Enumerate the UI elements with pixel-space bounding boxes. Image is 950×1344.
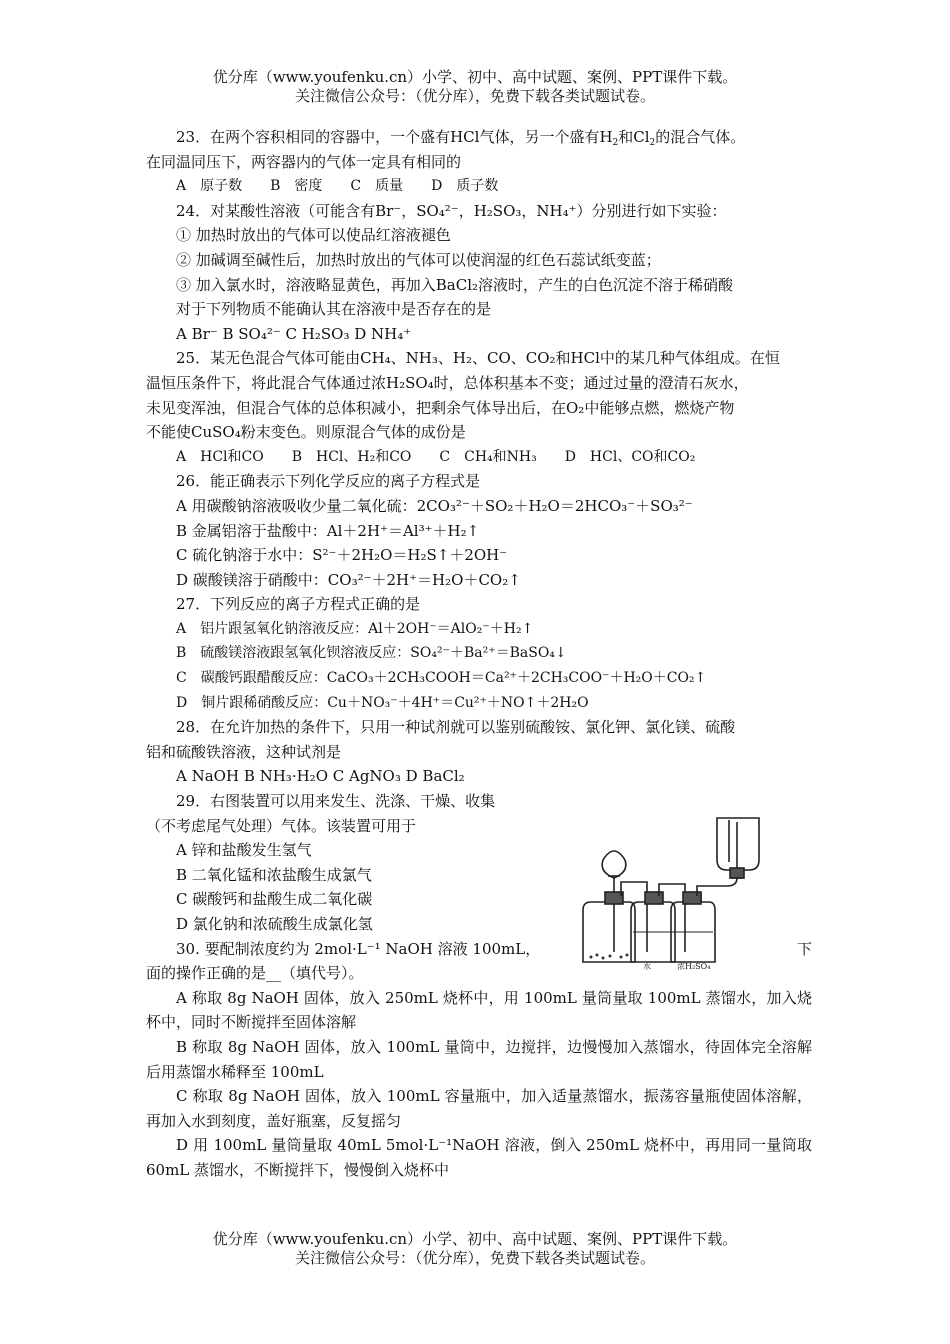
q29-line-2: （不考虑尾气处理）气体。该装置可用于 [146,816,417,835]
q28-line-1: 28．在允许加热的条件下，只用一种试剂就可以鉴别硫酸铵、氯化钾、氯化镁、硫酸 [176,718,736,737]
q24-exp-1: ① 加热时放出的气体可以使品红溶液褪色 [176,226,451,245]
fig-label-water: 水 [643,962,651,970]
q29-option-d: D 氯化钠和浓硫酸生成氯化氢 [176,915,373,933]
q30-line-1: 30. 要配制浓度约为 2mol·L⁻¹ NaOH 溶液 100mL， 下 [146,937,812,962]
q26-option-b: B 金属铝溶于盐酸中：Al＋2H⁺＝Al³⁺＋H₂↑ [176,521,480,540]
q23-stem: 23．在两个容积相同的容器中，一个盛有HCl气体，另一个盛有$H_2$和$Cl_2$的混合气体。 [176,128,746,148]
q30-option-b: B 称取 8g NaOH 固体，放入 100mL 量筒中，边搅拌，边慢慢加入蒸馏水，待固体完全溶解后用蒸馏水稀释至 100mL [146,1037,812,1081]
q25-line-2: 温恒压条件下，将此混合气体通过浓H₂SO₄时，总体积基本不变；通过过量的澄清石灰水， [146,373,749,392]
q26-option-c: C 硫化钠溶于水中：S²⁻＋2H₂O＝H₂S↑＋2OH⁻ [176,546,508,565]
page-header [0,68,950,106]
footer-line-1: 优分库（www.youfenku.cn）小学、初中、高中试题、案例、PPT课件下载。 [212,1230,738,1248]
q30-option-c: C 称取 8g NaOH 固体，放入 100mL 容量瓶中，加入适量蒸馏水，振荡容量瓶使固体溶解，再加入水到刻度，盖好瓶塞，反复摇匀 [146,1087,812,1130]
q25-line-4: 不能使CuSO₄粉末变色。则原混合气体的成份是 [146,423,466,442]
q27-option-b: B 硫酸镁溶液跟氢氧化钡溶液反应：SO₄²⁻＋Ba²⁺＝BaSO₄↓ [176,645,567,662]
q30-option-d: D 用 100mL 量筒量取 40mL 5mol·L⁻¹NaOH 溶液，倒入 250mL 烧杯中，再用同一量筒取 60mL 蒸馏水，不断搅拌下，慢慢倒入烧杯中 [146,1136,812,1179]
q26-stem: 26．能正确表示下列化学反应的离子方程式是 [176,472,481,491]
q26-option-a: A 用碳酸钠溶液吸收少量二氧化硫：2CO₃²⁻＋SO₂＋H₂O＝2HCO₃⁻＋SO₃²⁻ [176,496,693,515]
header-line-2: 关注微信公众号：（优分库），免费下载各类试题试卷。 [294,87,655,105]
footer-line-2: 关注微信公众号：（优分库），免费下载各类试题试卷。 [294,1249,655,1267]
q29-option-c: C 碳酸钙和盐酸生成二氧化碳 [176,890,373,909]
q30-line-2: 面的操作正确的是__（填代号）。 [146,964,364,983]
q23-stem-2: 在同温同压下，两容器内的气体一定具有相同的 [146,152,462,171]
q24-options: A Br⁻ B SO₄²⁻ C H₂SO₃ D NH₄⁺ [176,324,412,343]
q23-options: A 原子数 B 密度 C 质量 D 质子数 [176,178,499,195]
q27-option-c: C 碳酸钙跟醋酸反应：CaCO₃＋2CH₃COOH＝Ca²⁺＋2CH₃COO⁻＋H₂O＋CO₂↑ [176,670,707,687]
separatory-funnel [602,851,626,878]
q30-line-1-tail: 下 [796,939,812,958]
gas-apparatus-diagram [577,812,782,970]
q25-line-1: 25．某无色混合气体可能由CH₄、NH₃、H₂、CO、CO₂和HCl中的某几种气体组成。在恒 [176,349,780,368]
header-line-1: 优分库（www.youfenku.cn）小学、初中、高中试题、案例、PPT课件下载。 [212,68,738,86]
q24-exp-3: ③ 加入氯水时，溶液略显黄色，再加入BaCl₂溶液时，产生的白色沉淀不溶于稀硝酸 [176,275,734,294]
fig-label-acid: 浓H₂SO₄ [677,962,711,970]
q29-option-b: B 二氧化锰和浓盐酸生成氯气 [176,865,372,884]
q27-option-d: D 铜片跟稀硝酸反应：Cu＋NO₃⁻＋4H⁺＝Cu²⁺＋NO↑＋2H₂O [176,694,589,711]
q25-options: A HCl和CO B HCl、H₂和CO C CH₄和NH₃ D HCl、CO和CO₂ [176,448,696,465]
q30-option-a: A 称取 8g NaOH 固体，放入 250mL 烧杯中，用 100mL 量筒量取 100mL 蒸馏水，加入烧杯中，同时不断搅拌至固体溶解 [146,988,812,1032]
q26-option-d: D 碳酸镁溶于硝酸中：CO₃²⁻＋2H⁺＝H₂O＋CO₂↑ [176,570,521,589]
q29-option-a: A 锌和盐酸发生氢气 [176,841,312,860]
q24-exp-2: ② 加碱调至碱性后，加热时放出的气体可以使润湿的红色石蕊试纸变蓝； [176,250,661,269]
q24-stem: 24．对某酸性溶液（可能含有Br⁻，SO₄²⁻，H₂SO₃，NH₄⁺）分别进行如下实验： [176,201,727,220]
q27-option-a: A 铝片跟氢氧化钠溶液反应：Al＋2OH⁻＝AlO₂⁻＋H₂↑ [176,620,534,637]
q25-line-3: 未见变浑浊，但混合气体的总体积减小，把剩余气体导出后，在O₂中能够点燃，燃烧产物 [146,398,735,417]
q28-options: A NaOH B NH₃·H₂O C AgNO₃ D BaCl₂ [176,767,465,786]
question-content [146,125,812,1183]
page-footer [0,1230,950,1268]
q24-ask: 对于下列物质不能确认其在溶液中是否存在的是 [176,300,492,319]
q28-line-2: 铝和硫酸铁溶液，这种试剂是 [146,742,342,761]
q29-line-1: 29．右图装置可以用来发生、洗涤、干燥、收集 [176,792,496,811]
q27-stem: 27．下列反应的离子方程式正确的是 [176,595,421,614]
